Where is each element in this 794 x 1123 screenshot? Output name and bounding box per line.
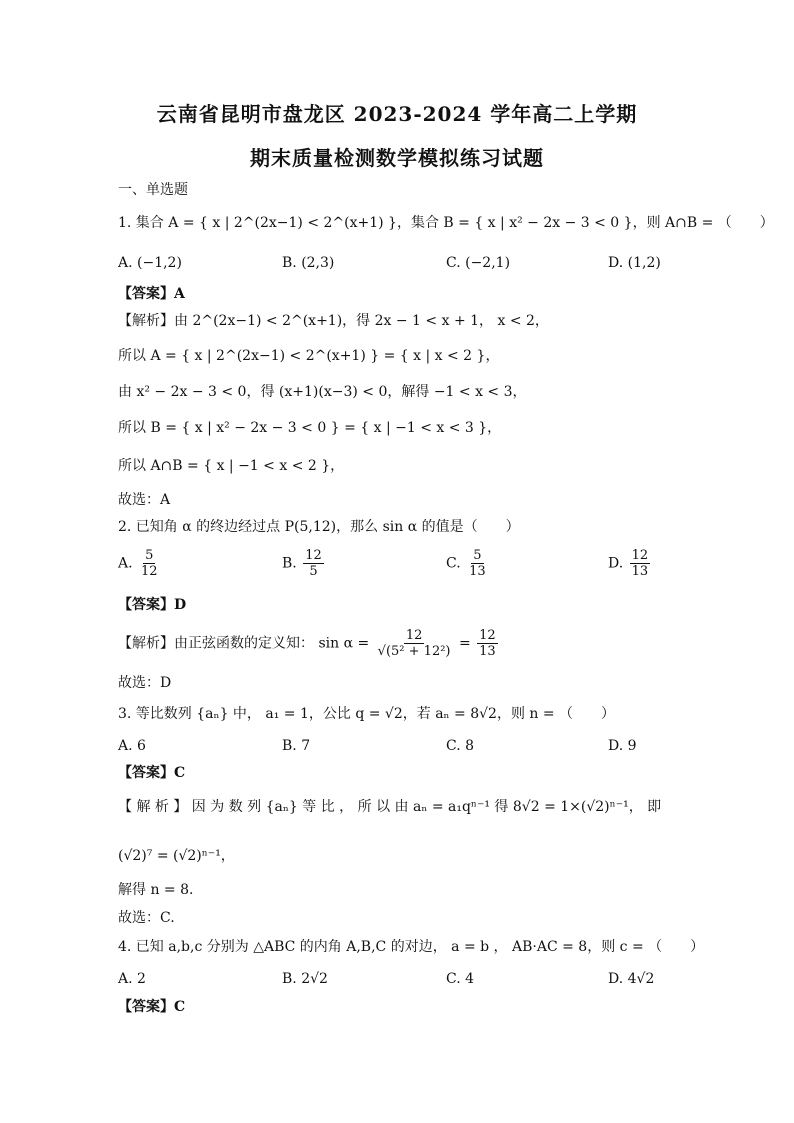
fraction-numerator: 12	[631, 548, 649, 563]
q1-option-b: B. (2,3)	[282, 255, 335, 271]
q2-analysis-prefix: 【解析】由正弦函数的定义知：	[118, 635, 314, 652]
q3-answer: 【答案】C	[118, 765, 186, 781]
q2-option-b-fraction	[303, 548, 324, 579]
q2-analysis	[118, 628, 500, 659]
q4-answer: 【答案】C	[118, 999, 186, 1015]
fraction-denominator: 13	[479, 644, 496, 659]
fraction-denominator: 12	[141, 564, 158, 579]
q2-option-c-fraction	[467, 548, 488, 579]
fraction-denominator: 5	[309, 564, 318, 579]
q1-option-d: D. (1,2)	[608, 255, 661, 271]
q2-analysis-result-fraction	[477, 628, 498, 659]
q2-option-a	[118, 548, 162, 579]
document-title-line1: 云南省昆明市盘龙区 2023-2024 学年高二上学期	[156, 102, 638, 126]
q3-option-c: C. 8	[446, 738, 475, 754]
q4-option-b: B. 2√2	[282, 971, 328, 987]
q3-conclusion: 故选：C.	[118, 910, 175, 926]
fraction-numerator: 12	[479, 628, 496, 643]
q1-option-c: C. (−2,1)	[446, 255, 511, 271]
q2-analysis-fraction	[376, 628, 453, 659]
question-4-stem: 4. 已知 a,b,c 分别为 △ABC 的内角 A,B,C 的对边， a = b ， AB·AC = 8，则 c = （ ）	[118, 939, 705, 955]
q3-analysis-line: 【 解 析 】 因 为 数 列 {aₙ} 等 比 ， 所 以 由 aₙ = a₁qⁿ⁻¹ 得 8√2 = 1×(√2)ⁿ⁻¹， 即	[118, 799, 662, 815]
q1-analysis-line: 所以 A = { x | 2^(2x−1) < 2^(x+1) } = { x | x < 2 }，	[118, 348, 500, 364]
question-3-stem: 3. 等比数列 {aₙ} 中， a₁ = 1，公比 q = √2，若 aₙ = 8√2，则 n = （ ）	[118, 706, 616, 722]
question-2-stem: 2. 已知角 α 的终边经过点 P(5,12)，那么 sin α 的值是（ ）	[118, 519, 520, 535]
fraction-denominator: 13	[631, 564, 649, 579]
q2-option-d	[608, 548, 652, 579]
fraction-numerator: 5	[473, 548, 482, 563]
q3-option-a: A. 6	[118, 738, 146, 754]
q2-option-a-label: A.	[118, 555, 133, 572]
q2-analysis-equals: =	[458, 635, 471, 652]
q3-option-b: B. 7	[282, 738, 311, 754]
q3-analysis-line: 解得 n = 8.	[118, 882, 194, 898]
q1-option-a: A. (−1,2)	[118, 255, 182, 271]
q2-analysis-formula: sin α =	[318, 635, 370, 652]
q2-answer: 【答案】D	[118, 597, 187, 613]
q2-option-d-fraction	[630, 548, 651, 579]
q1-analysis-line: 所以 B = { x | x² − 2x − 3 < 0 } = { x | −1 < x < 3 }，	[118, 420, 502, 436]
fraction-numerator: 5	[145, 548, 154, 563]
q2-option-c	[446, 548, 490, 579]
q4-option-c: C. 4	[446, 971, 475, 987]
document-title-line2: 期末质量检测数学模拟练习试题	[250, 146, 544, 170]
q1-analysis-line: 所以 A∩B = { x | −1 < x < 2 }，	[118, 458, 345, 474]
fraction-numerator: 12	[305, 548, 322, 563]
q2-option-b	[282, 548, 326, 579]
q1-analysis-line: 由 x² − 2x − 3 < 0，得 (x+1)(x−3) < 0，解得 −1 < x < 3，	[118, 384, 527, 400]
q2-option-a-fraction	[139, 548, 160, 579]
q2-option-c-label: C.	[446, 555, 461, 572]
fraction-denominator: 13	[469, 564, 486, 579]
q1-answer: 【答案】A	[118, 286, 185, 302]
q3-option-d: D. 9	[608, 738, 637, 754]
question-1-stem: 1. 集合 A = { x | 2^(2x−1) < 2^(x+1) }，集合 B = { x | x² − 2x − 3 < 0 }，则 A∩B = （ ）	[118, 215, 774, 231]
q1-conclusion: 故选：A	[118, 492, 171, 508]
q2-option-b-label: B.	[282, 555, 297, 572]
q4-option-d: D. 4√2	[608, 971, 655, 987]
section-heading: 一、单选题	[118, 182, 188, 198]
q4-option-a: A. 2	[118, 971, 146, 987]
q1-analysis-line: 【解析】由 2^(2x−1) < 2^(x+1)，得 2x − 1 < x + 1， x < 2，	[118, 313, 549, 329]
q2-option-d-label: D.	[608, 555, 624, 572]
fraction-denominator: √(5² + 12²)	[377, 644, 451, 659]
q2-conclusion: 故选：D	[118, 675, 172, 691]
fraction-numerator: 12	[405, 628, 423, 643]
q3-analysis-line: (√2)⁷ = (√2)ⁿ⁻¹，	[118, 848, 235, 864]
